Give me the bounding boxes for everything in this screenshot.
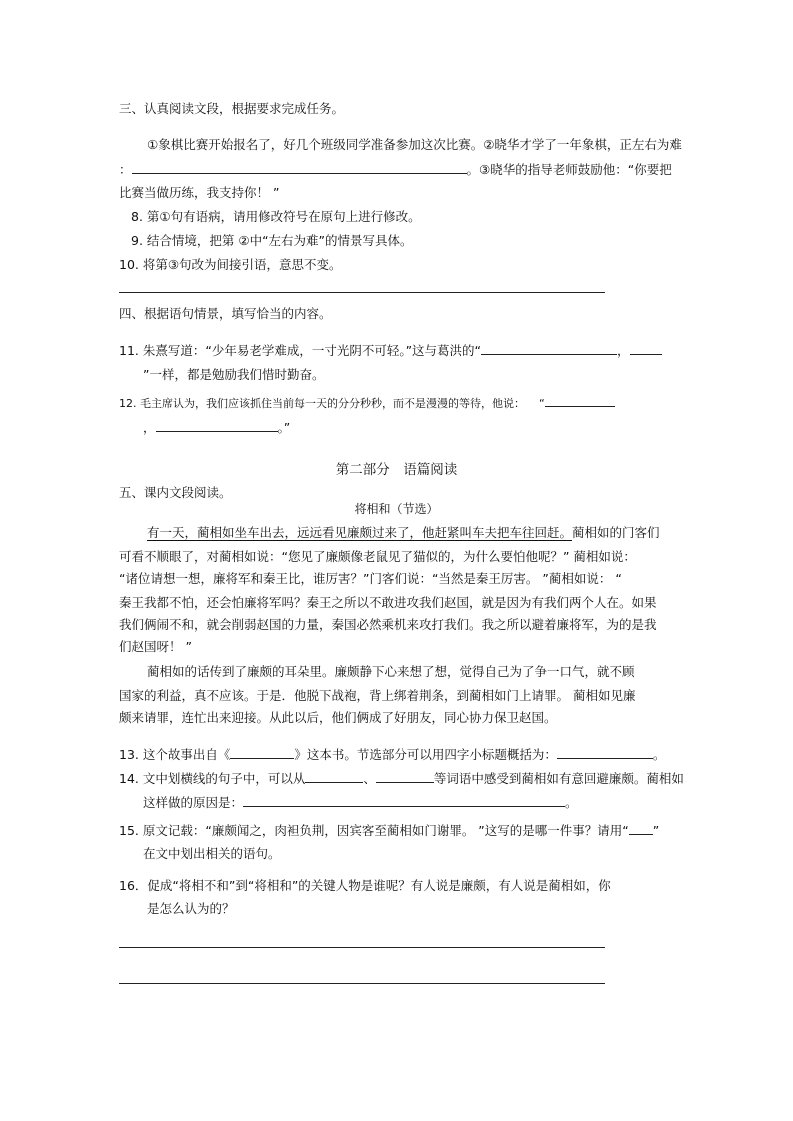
question-16: 16．促成“将相不和”到“将相和”的关键人物是谁呢？有人说是廉颇，有人说是蔺相如，你 bbox=[119, 878, 611, 893]
section3-para-line3: 比赛当做历练，我支持你！ ” bbox=[119, 185, 280, 200]
question-14-cont: 这样做的原因是： 。 bbox=[143, 795, 578, 810]
passage-p1-line2: 可看不顺眼了，对蔺相如说：“您见了廉颇像老鼠见了猫似的，为什么要怕他呢？” 蔺相如说： bbox=[119, 549, 636, 564]
question-8: 8. 第①句有语病，请用修改符号在原句上进行修改。 bbox=[131, 209, 421, 224]
passage-p1-line5: 我们俩闹不和，就会削弱赵国的力量，秦国必然乘机来攻打我们。我之所以避着廉将军，为的是我 bbox=[119, 617, 657, 632]
question-12-cont: ， 。” bbox=[143, 420, 291, 435]
answer-blank-q11a[interactable] bbox=[481, 341, 617, 355]
answer-blank-q14c[interactable] bbox=[243, 793, 565, 807]
part2-heading: 第二部分 语篇阅读 bbox=[335, 462, 458, 478]
answer-blank-q12a[interactable] bbox=[545, 393, 615, 407]
question-12: 12. 毛主席认为，我们应该抓住当前每一天的分分秒秒，而不是漫漫的等待，他说： “ bbox=[119, 393, 615, 413]
question-9: 9. 结合情境，把第 ②中“左右为难”的情景写具体。 bbox=[131, 233, 413, 248]
section3-title: 三、认真阅读文段，根据要求完成任务。 bbox=[119, 101, 345, 116]
answer-blank-q13b[interactable] bbox=[557, 745, 653, 759]
passage-p1-line6: 们赵国呀！ ” bbox=[119, 639, 192, 654]
underlined-sentence: 有一天，蔺相如坐车出去，远远看见廉颇过来了，他赶紧叫车夫把车往回赶。 bbox=[147, 525, 573, 540]
passage-p1-line3: “诸位请想一想，廉将军和秦王比，谁厉害？”门客们说：“当然是秦王厉害。 ”蔺相如说： “ bbox=[119, 571, 622, 586]
answer-blank-q14b[interactable] bbox=[376, 769, 434, 783]
question-10: 10. 将第③句改为间接引语，意思不变。 bbox=[119, 257, 342, 272]
question-14: 14. 文中划横线的句子中，可以从 、 等词语中感受到蔺相如有意回避廉颇。蔺相如 bbox=[119, 771, 684, 786]
answer-blank-q9[interactable] bbox=[132, 160, 467, 174]
section5-title: 五、课内文段阅读。 bbox=[119, 485, 232, 500]
answer-blank-q13a[interactable] bbox=[230, 745, 294, 759]
question-16-cont: 是怎么认为的？ bbox=[147, 901, 235, 916]
answer-line-q16-1[interactable] bbox=[119, 947, 605, 948]
passage-p1-line1: 有一天，蔺相如坐车出去，远远看见廉颇过来了，他赶紧叫车夫把车往回赶。蔺相如的门客们 bbox=[147, 525, 660, 540]
answer-blank-q14a[interactable] bbox=[305, 769, 363, 783]
section4-title: 四、根据语句情景，填写恰当的内容。 bbox=[119, 306, 332, 321]
section3-para-line1: ①象棋比赛开始报名了，好几个班级同学准备参加这次比赛。②晓华才学了一年象棋，正左右为难 bbox=[147, 137, 682, 152]
answer-line-q10[interactable] bbox=[119, 292, 605, 293]
answer-blank-q15[interactable] bbox=[629, 821, 653, 835]
question-15-cont: 在文中划出相关的语句。 bbox=[143, 846, 281, 861]
question-13: 13. 这个故事出自《 》这本书。节选部分可以用四字小标题概括为： 。 bbox=[119, 747, 666, 762]
passage-p1-line4: 秦王我都不怕，还会怕廉将军吗？秦王之所以不敢进攻我们赵国，就是因为有我们两个人在。如果 bbox=[119, 595, 657, 610]
question-11-cont: ”一样，都是勉励我们惜时勤奋。 bbox=[143, 367, 325, 382]
question-11: 11. 朱熹写道：“少年易老学难成，一寸光阴不可轻。”这与葛洪的“ ， bbox=[119, 341, 662, 360]
passage-p2-line3: 颇来请罪，连忙出来迎接。从此以后，他们俩成了好朋友，同心协力保卫赵国。 bbox=[119, 710, 557, 725]
section3-para-line2: ： 。③晓华的指导老师鼓励他：“你要把 bbox=[119, 162, 672, 177]
answer-blank-q11b[interactable] bbox=[630, 341, 662, 355]
question-15: 15. 原文记载：“廉颇闻之，肉袒负荆，因宾客至蔺相如门谢罪。 ”这写的是哪一件事？请用“ ” bbox=[119, 823, 660, 838]
answer-line-q16-2[interactable] bbox=[119, 983, 605, 984]
passage-p2-line2: 国家的利益，真不应该。于是．他脱下战袍，背上绑着荆条，到蔺相如门上请罪。 蔺相如见廉 bbox=[119, 688, 636, 703]
answer-blank-q12b[interactable] bbox=[156, 418, 278, 432]
passage-p2-line1: 蔺相如的话传到了廉颇的耳朵里。廉颇静下心来想了想，觉得自己为了争一口气，就不顾 bbox=[147, 664, 635, 679]
passage-title: 将相和（节选） bbox=[354, 502, 439, 516]
